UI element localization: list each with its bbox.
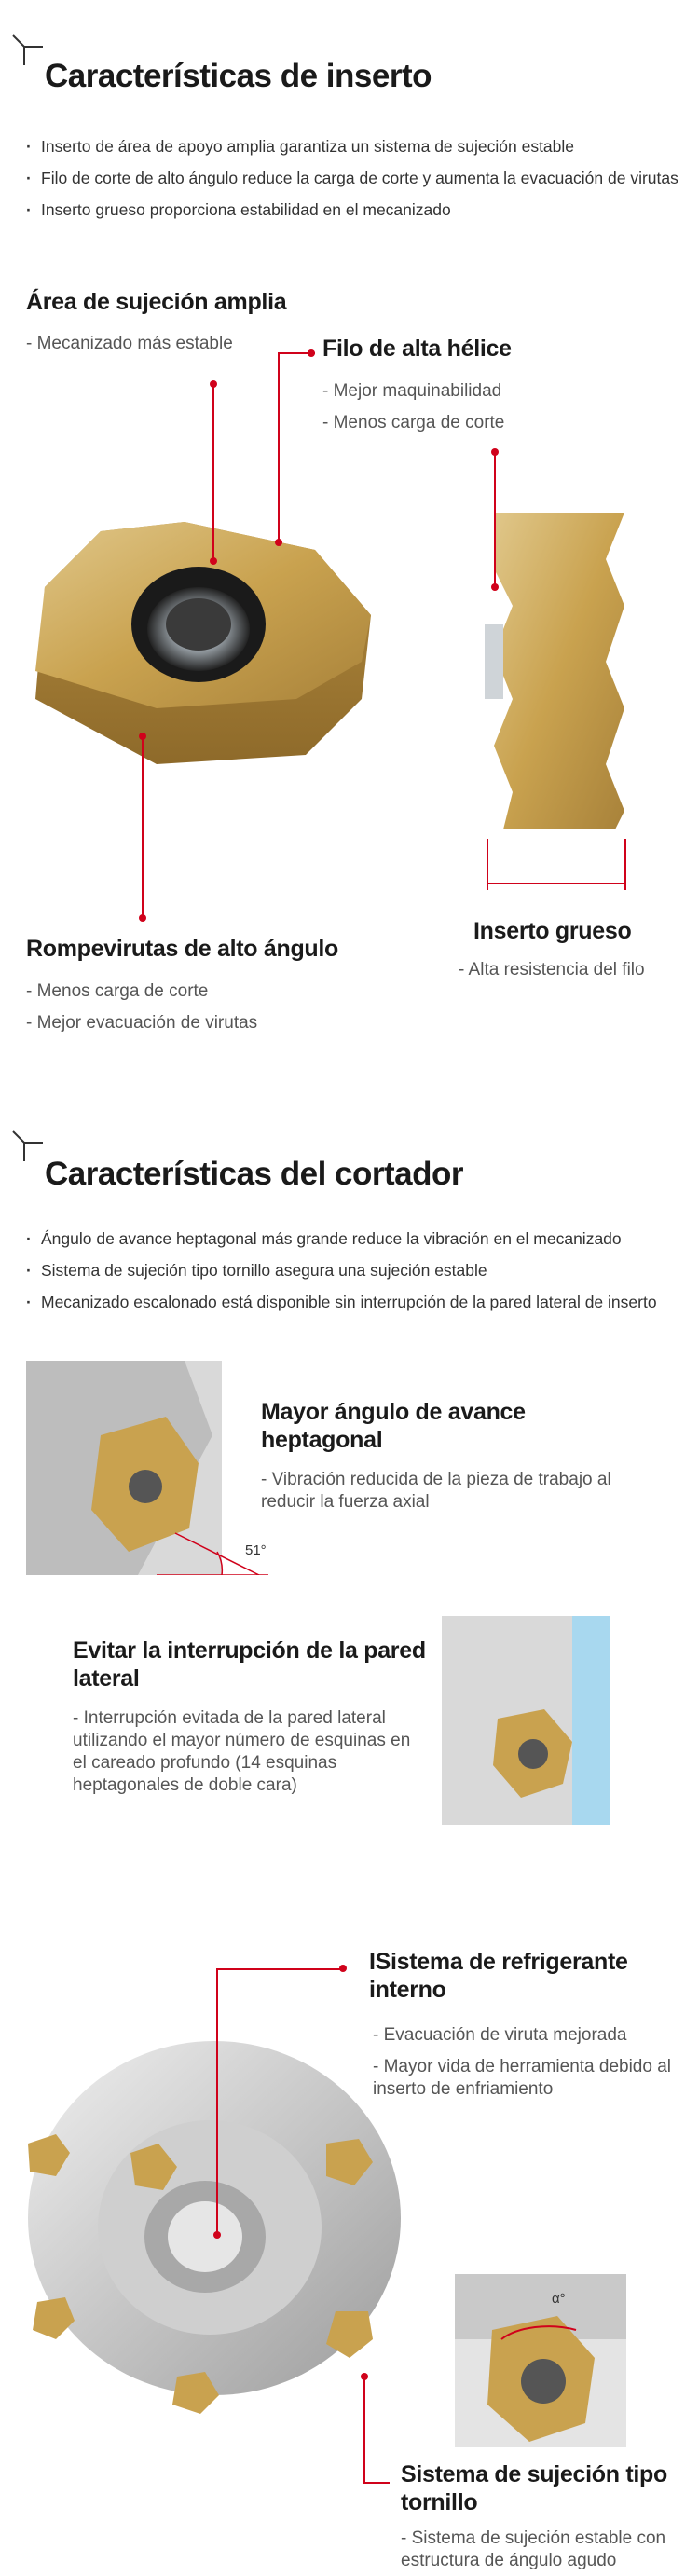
clamp-area-pointer	[212, 384, 214, 561]
wall-title: Evitar la interrupción de la pared lateral	[73, 1637, 426, 1692]
insert-bullet-list	[26, 130, 678, 226]
screw-desc: - Sistema de sujeción estable con estructura de ángulo agudo	[401, 2528, 666, 2570]
section-corner-icon	[11, 1130, 45, 1163]
clamp-area-dot	[210, 557, 217, 565]
cutter-section-title: Características del cortador	[45, 1156, 463, 1192]
screw-title: Sistema de sujeción tipo tornillo	[401, 2461, 667, 2515]
helix-line: - Mejor maquinabilidad	[322, 381, 502, 401]
list-item: · Mecanizado escalonado está disponible sin interrupción de la pared lateral de inserto	[26, 1286, 657, 1318]
wall-desc: - Interrupción evitada de la pared lateral utilizando el mayor número de esquinas en el careado profundo (14 esquinas heptagonales de doble cara)	[73, 1708, 411, 1795]
helix-line: - Menos carga de corte	[322, 413, 505, 432]
clamp-area-title: Área de sujeción amplia	[26, 289, 287, 315]
coolant-line: - Mayor vida de herramienta debido al inserto de enfriamiento	[373, 2057, 672, 2099]
list-item: · Inserto de área de apoyo amplia garantiza un sistema de sujeción estable	[26, 130, 678, 162]
insert-section-title: Características de inserto	[45, 58, 432, 94]
helix-title: Filo de alta hélice	[322, 336, 512, 362]
lead-angle-title: Mayor ángulo de avance heptagonal	[261, 1399, 526, 1453]
alpha-label: α°	[552, 2291, 566, 2307]
coolant-dot	[339, 1965, 347, 1972]
list-item: · Sistema de sujeción tipo tornillo asegura una sujeción estable	[26, 1254, 657, 1286]
thick-title: Inserto grueso	[473, 918, 632, 944]
thick-dot	[491, 448, 499, 456]
section-corner-icon	[11, 34, 45, 67]
clamp-area-line: - Mecanizado más estable	[26, 334, 233, 353]
thick-dot	[491, 583, 499, 591]
list-item: · Inserto grueso proporciona estabilidad en el mecanizado	[26, 194, 678, 226]
helix-dot	[275, 539, 282, 546]
chipbreaker-dot	[139, 914, 146, 922]
list-item: · Filo de corte de alto ángulo reduce la carga de corte y aumenta la evacuación de virutas	[26, 162, 678, 194]
wall-photo	[442, 1616, 610, 1825]
screw-pointer	[363, 2377, 365, 2484]
chipbreaker-title: Rompevirutas de alto ángulo	[26, 936, 339, 962]
cutter-bullet-list	[26, 1223, 657, 1318]
screw-detail-photo	[455, 2274, 626, 2447]
screw-pointer	[363, 2482, 390, 2484]
coolant-pointer	[216, 1968, 218, 2234]
clamp-area-dot	[210, 380, 217, 388]
coolant-pointer	[216, 1968, 341, 1970]
chipbreaker-line: - Menos carga de corte	[26, 981, 209, 1001]
helix-pointer	[278, 352, 280, 542]
chipbreaker-line: - Mejor evacuación de virutas	[26, 1013, 258, 1033]
thick-line: - Alta resistencia del filo	[459, 960, 645, 980]
lead-angle-desc: - Vibración reducida de la pieza de trabajo al reducir la fuerza axial	[261, 1470, 611, 1512]
coolant-line: - Evacuación de viruta mejorada	[373, 2025, 627, 2045]
insert-side-photo	[485, 513, 634, 848]
lead-angle-photo	[26, 1361, 268, 1575]
thick-pointer	[494, 452, 496, 587]
chipbreaker-pointer	[142, 736, 144, 918]
chipbreaker-dot	[139, 733, 146, 740]
coolant-title: ISistema de refrigerante interno	[369, 1949, 628, 2003]
helix-dot	[308, 349, 315, 357]
thick-dimension	[487, 883, 626, 884]
list-item: · Ángulo de avance heptagonal más grande reduce la vibración en el mecanizado	[26, 1223, 657, 1254]
lead-angle-label: 51°	[245, 1542, 267, 1558]
cutter-body-photo	[19, 2004, 410, 2414]
